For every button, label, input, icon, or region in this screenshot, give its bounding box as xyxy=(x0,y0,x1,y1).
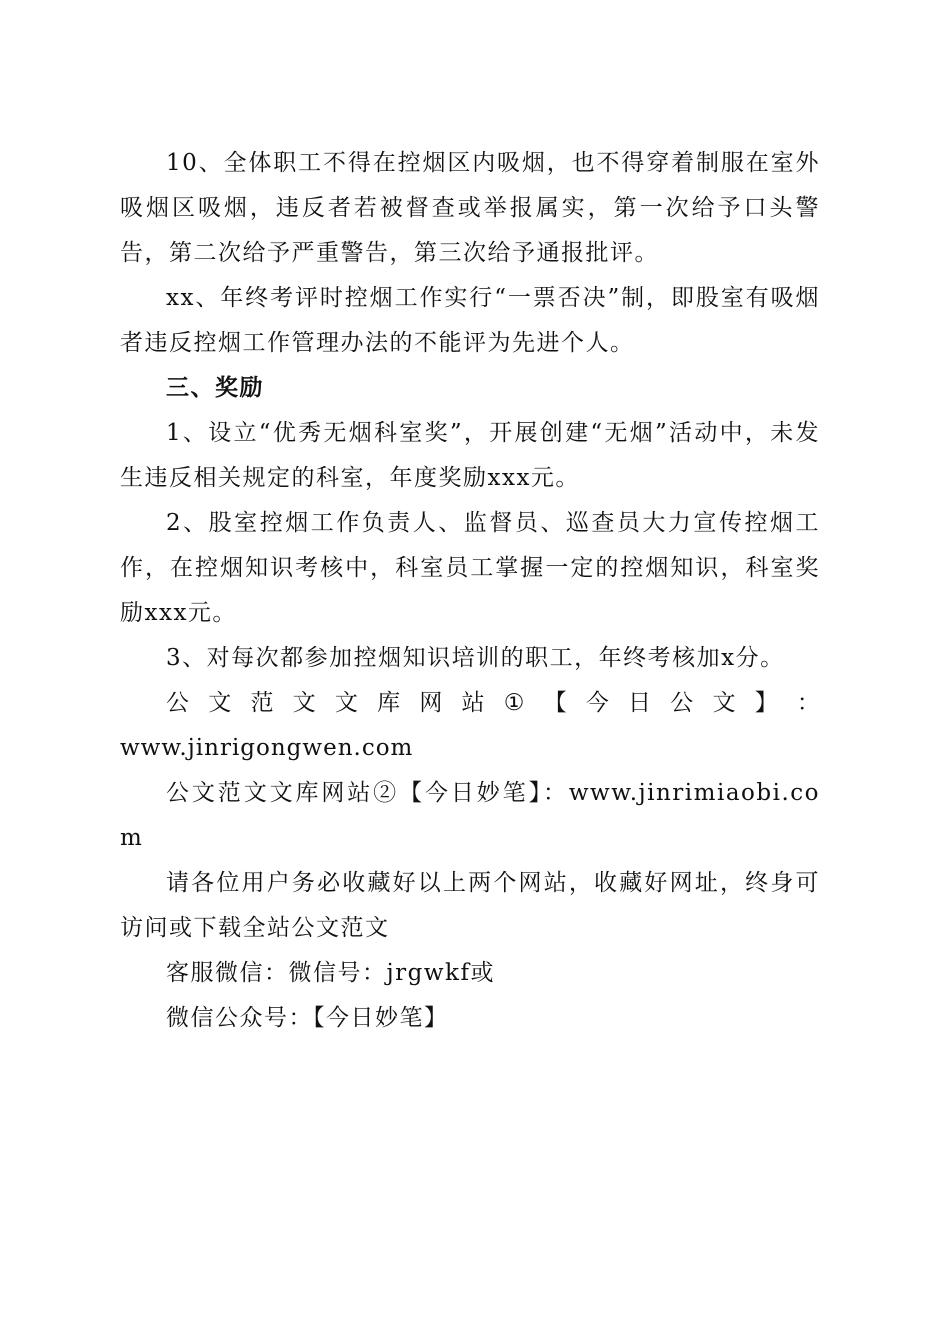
site-1-char: 文 xyxy=(334,690,358,716)
document-body xyxy=(120,141,820,1041)
site-1-char: 库 xyxy=(377,690,401,716)
site-2-line: 公文范文文库网站②【今日妙笔】：www.jinrimiaobi.com xyxy=(120,780,820,851)
site-1-char: 站 xyxy=(461,690,485,716)
paragraph-reward-1: 1、设立“优秀无烟科室奖”，开展创建“无烟”活动中，未发生违反相关规定的科室，年度奖励xxx元。 xyxy=(120,420,820,491)
site-1-char: 】 xyxy=(754,690,778,716)
site-1-char: 文 xyxy=(292,690,316,716)
site-1-char: ① xyxy=(503,690,525,716)
site-1-char: 日 xyxy=(628,690,652,716)
site-1-char: 今 xyxy=(585,690,609,716)
paragraph-rule-xx: xx、年终考评时控烟工作实行“一票否决”制，即股室有吸烟者违反控烟工作管理办法的不能评为先进个人。 xyxy=(120,285,820,356)
site-1-line xyxy=(120,681,820,726)
site-1-char: ： xyxy=(796,690,820,716)
site-1-char: 公 xyxy=(166,690,189,716)
site-1-char: 网 xyxy=(419,690,443,716)
paragraph-reward-2: 2、股室控烟工作负责人、监督员、巡查员大力宣传控烟工作，在控烟知识考核中，科室员工掌握一定的控烟知识，科室奖励xxx元。 xyxy=(120,510,820,626)
paragraph-rule-10: 10、全体职工不得在控烟区内吸烟，也不得穿着制服在室外吸烟区吸烟，违反者若被督查或举报属实，第一次给予口头警告，第二次给予严重警告，第三次给予通报批评。 xyxy=(120,150,820,266)
section-heading-rewards: 三、奖励 xyxy=(166,375,264,401)
site-1-char: 公 xyxy=(670,690,694,716)
bookmark-notice: 请各位用户务必收藏好以上两个网站，收藏好网址，终身可访问或下载全站公文范文 xyxy=(120,870,820,941)
site-1-char: 文 xyxy=(712,690,736,716)
service-wechat: 客服微信：微信号：jrgwkf或 xyxy=(166,960,495,986)
site-1-char: 【 xyxy=(543,690,567,716)
site-1-char: 文 xyxy=(208,690,232,716)
paragraph-reward-3: 3、对每次都参加控烟知识培训的职工，年终考核加x分。 xyxy=(166,645,785,671)
site-1-url[interactable]: www.jinrigongwen.com xyxy=(120,735,414,761)
site-1-char: 范 xyxy=(250,690,274,716)
official-account: 微信公众号：【今日妙笔】 xyxy=(166,1005,449,1031)
